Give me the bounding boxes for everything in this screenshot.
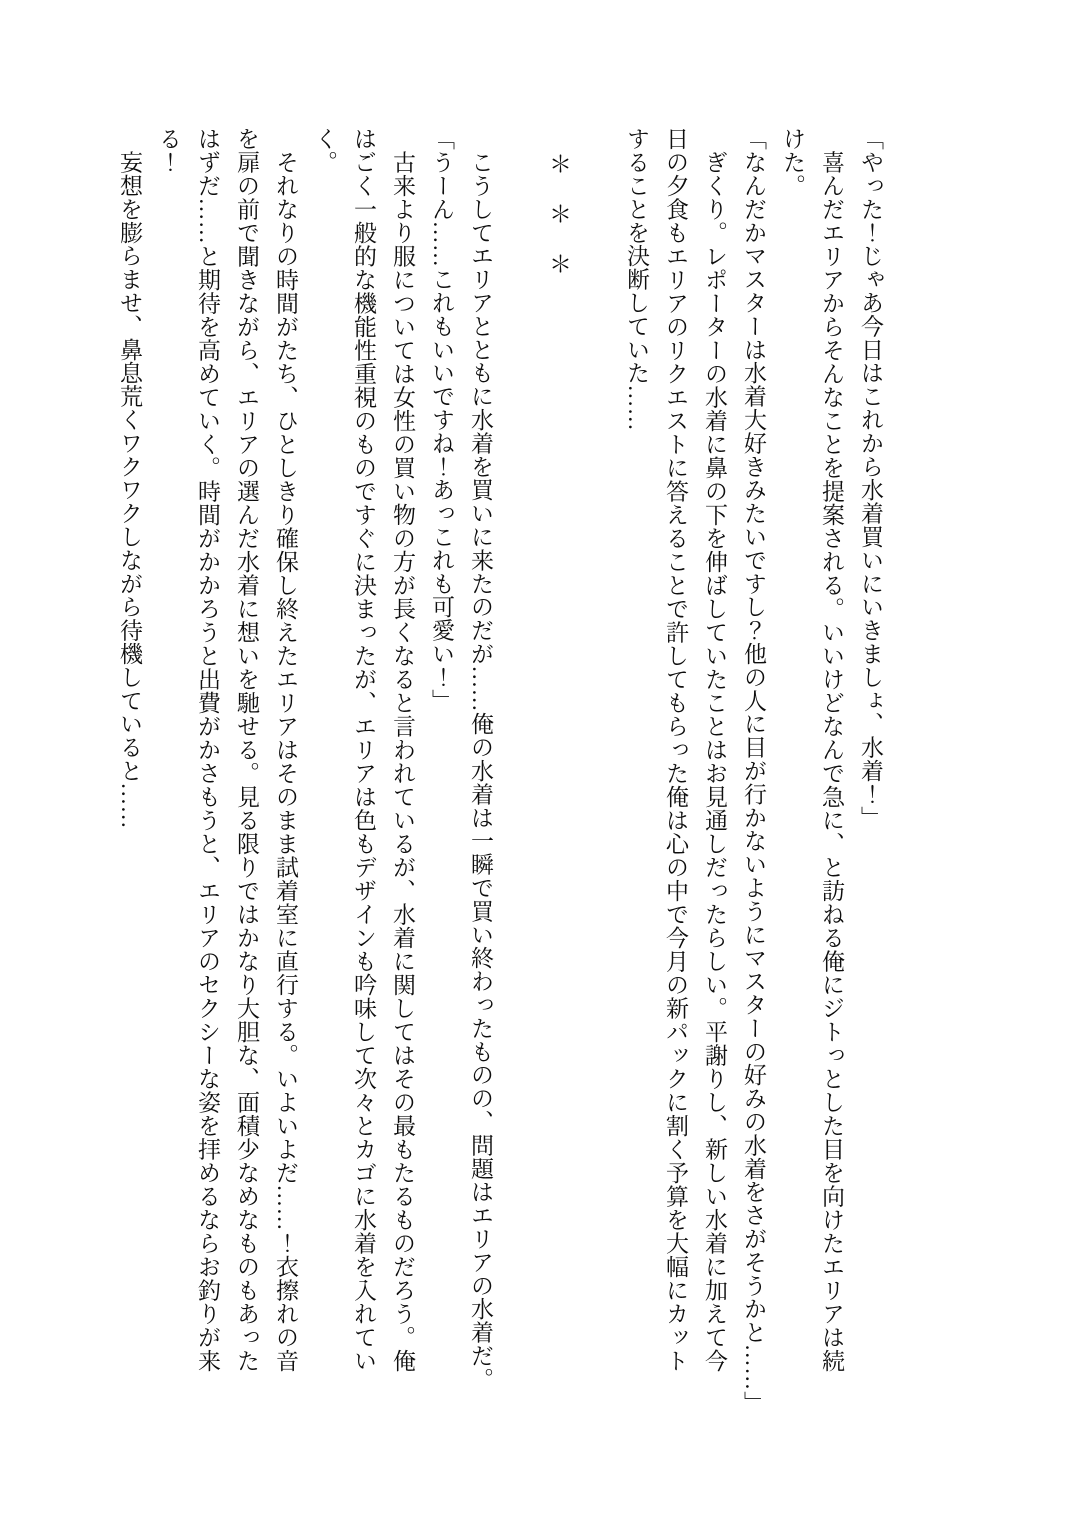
dialogue-line: 「うーん……これもいいですね！あっこれも可愛い！」 [429,127,454,712]
blank-line [500,127,539,1372]
blank-line [578,127,617,1372]
narration-line: ぎくり。レポーターの水着に鼻の下を伸ばしていたことはお見通しだったらしい。平謝りし、新しい水着に加えて今 [702,127,727,1372]
narration-line: はずだ……と期待を高めていく。時間がかかろうと出費がかさもうと、エリアのセクシーな姿を拝めるならお釣りが来 [195,127,220,1372]
vertical-text-body [110,127,890,1414]
narration-line: 喜んだエリアからそんなことを提案される。いいけどなんで急に、と訪ねる俺にジトっとした目を向けたエリアは続 [819,127,844,1372]
narration-line: はごく一般的な機能性重視のものですぐに決まったが、エリアは色もデザインも吟味して次々とカゴに水着を入れてい [351,127,376,1372]
narration-line: く。 [312,127,337,174]
narration-line: 日の夕食もエリアのリクエストに答えることで許してもらった俺は心の中で今月の新パックに割く予算を大幅にカット [663,127,688,1372]
narration-line: を扉の前で聞きながら、エリアの選んだ水着に想いを馳せる。見る限りではかなり大胆な、面積少なめなものもあった [234,127,259,1372]
dialogue-line: 「やった！じゃあ今日はこれから水着買いにいきましょ、水着！」 [858,127,883,829]
section-separator: ＊ ＊ ＊ [546,127,571,277]
narration-line: 妄想を膨らませ、鼻息荒くワクワクしながら待機していると…… [117,127,142,829]
narration-line: 古来より服については女性の買い物の方が長くなると言われているが、水着に関してはその最もたるものだろう。俺 [390,127,415,1372]
narration-line: る！ [156,127,181,174]
narration-line: こうしてエリアとともに水着を買いに来たのだが……俺の水着は一瞬で買い終わったものの、問題はエリアの水着だ。 [468,127,493,1391]
narration-line: それなりの時間がたち、ひとしきり確保し終えたエリアはそのまま試着室に直行する。いよいよだ……！衣擦れの音 [273,127,298,1372]
narration-line: することを決断していた…… [624,127,649,432]
narration-line: けた。 [780,127,805,198]
dialogue-line: 「なんだかマスターは水着大好きみたいですし？他の人に目が行かないようにマスターの好みの水着をさがそうかと……」 [741,127,766,1414]
